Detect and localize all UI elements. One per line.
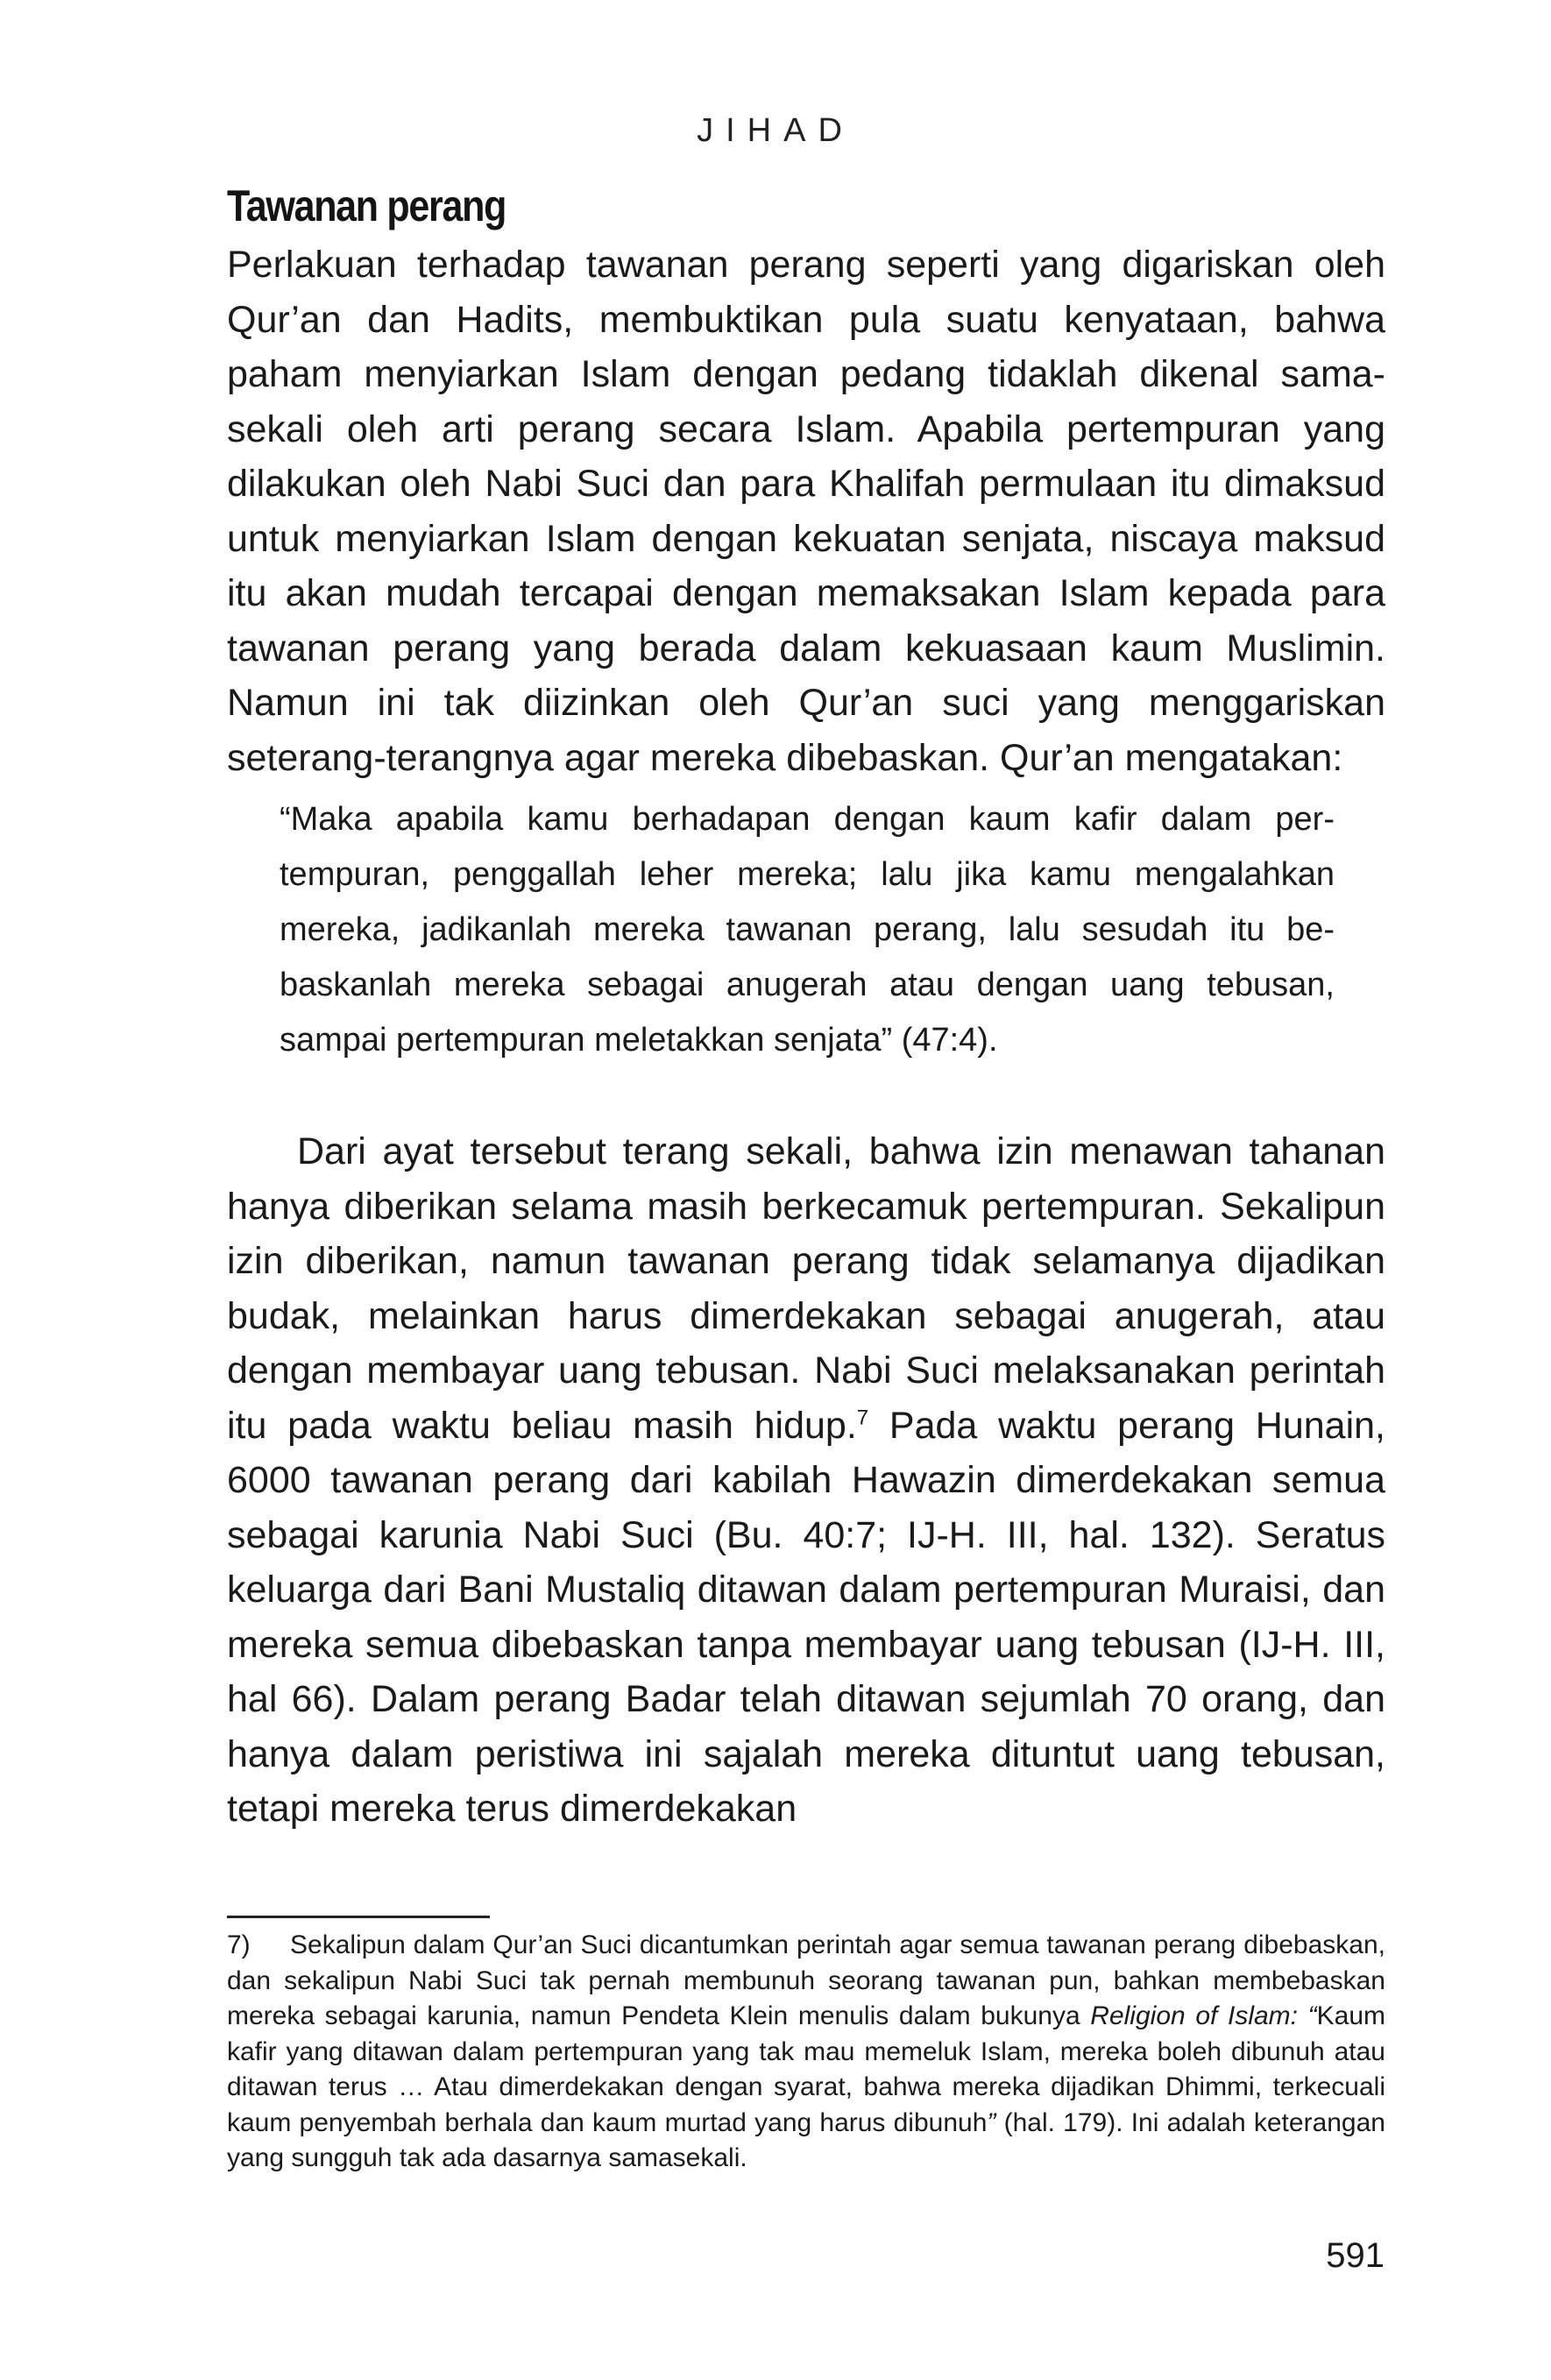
paragraph-text: Dari ayat tersebut terang sekali, bahwa izin menawan tahanan hanya diberikan selama masih berkecamuk pertempuran. Sekalipun izin diberikan, namun tawanan perang tidak selamanya dijadikan budak, melainkan harus dimerdekakan sebagai anugerah, atau dengan membayar uang tebusan. Nabi Suci melaksanakan perintah itu pada waktu beliau masih hidup. <box>227 1130 1385 1447</box>
paragraph-text: Pada waktu perang Hunain, 6000 tawanan perang dari kabilah Hawazin dimerdekakan semua sebagai karunia Nabi Suci (Bu. 40:7; IJ-H. III, hal. 132). Seratus keluarga dari Bani Mustaliq ditawan dalam pertempuran Muraisi, dan mereka semua dibebaskan tanpa membayar uang tebusan (IJ-H. III, hal 66). Dalam perang Badar telah ditawan sejumlah 70 orang, dan hanya dalam peristiwa ini sajalah mereka dituntut uang tebusan, tetapi mereka terus dimerdekakan <box>227 1404 1385 1830</box>
section-heading: Tawanan perang <box>227 181 506 230</box>
paragraph: Perlakuan terhadap tawanan perang seperti yang digariskan oleh Qur’an dan Hadits, membuktikan pula suatu kenyataan, bahwa paham menyiarkan Islam dengan pedang tidaklah dikenal samasekali oleh arti perang secara Islam. Apabila pertempuran yang dilakukan oleh Nabi Suci dan para Khalifah permulaan itu dimaksud untuk menyiarkan Islam dengan kekuatan senjata, niscaya maksud itu akan mudah tercapai dengan memaksakan Islam kepada para tawanan perang yang berada dalam kekuasaan kaum Muslimin. Namun ini tak diizinkan oleh Qur’an suci yang menggariskan seterang-terangnya agar mereka dibebaskan. Qur’an mengatakan: <box>227 244 1385 779</box>
footnote <box>227 1928 1385 2177</box>
footnote-number: 7) <box>227 1930 251 1959</box>
closing-quote: ” <box>987 2107 996 2137</box>
book-title: Religion of Islam: “ <box>1090 2001 1317 2030</box>
footnote-text: (hal. 179). Ini adalah keterangan yang sungguh tak ada dasarnya samasekali. <box>227 2107 1385 2172</box>
footnote-divider <box>227 1916 490 1918</box>
spacer <box>227 1068 1385 1124</box>
footnote-reference[interactable]: 7 <box>856 1406 869 1430</box>
quran-quote: “Maka apabila kamu berhadapan dengan kaum kafir dalam pertempuran, penggallah leher mereka; lalu jika kamu mengalahkan mereka, jadikanlah mereka tawanan perang, lalu sesudah itu bebaskanlah mereka sebagai anugerah atau dengan uang tebusan, sampai pertempuran meletakkan senjata” (47:4). <box>280 801 1335 1059</box>
footnote-text: Sekalipun dalam Qur’an Suci dicantumkan perintah agar semua tawanan perang dibebaskan, dan sekalipun Nabi Suci tak pernah membunuh seorang tawanan pun, bahkan membebaskan mereka sebagai karunia, namun Pendeta Klein menulis dalam bukunya <box>227 1930 1385 2030</box>
paragraph <box>227 1124 1385 1837</box>
footnote-text: Kaum kafir yang ditawan dalam pertempuran yang tak mau memeluk Islam, mereka boleh dibunuh atau ditawan terus … Atau dimerdekakan dengan syarat, bahwa mereka dijadikan Dhimmi, terkecuali kaum penyembah berhala dan kaum murtad yang harus dibunuh <box>227 2001 1385 2137</box>
running-head: JIHAD <box>697 112 854 149</box>
page-number: 591 <box>1326 2236 1385 2275</box>
main-content <box>227 180 1385 1837</box>
